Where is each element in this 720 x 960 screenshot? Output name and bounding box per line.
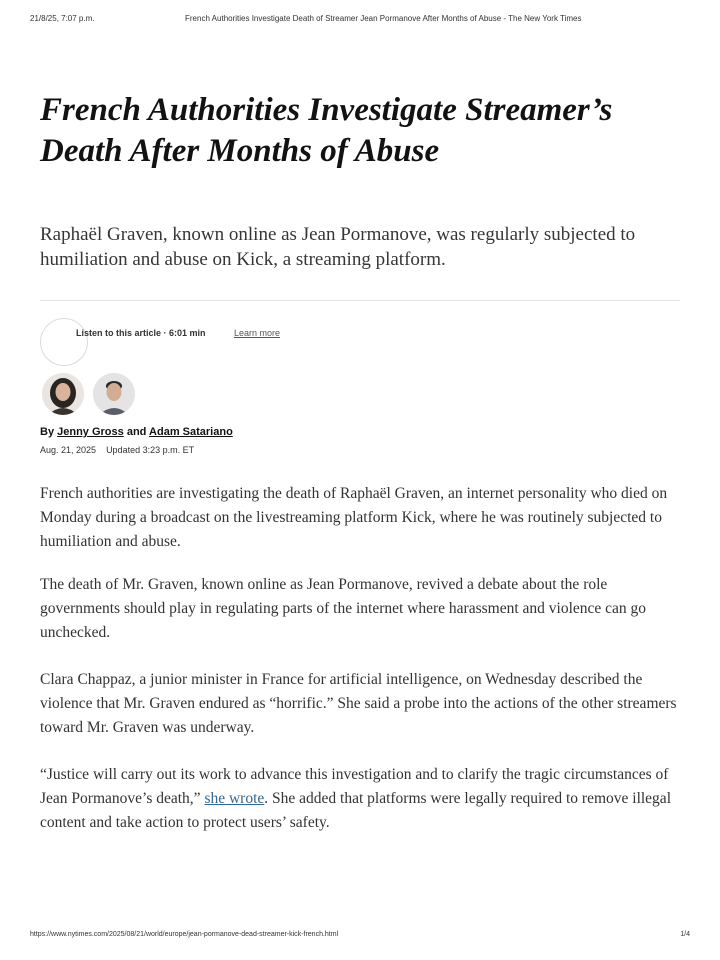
divider [40, 300, 680, 301]
author-link-jenny-gross[interactable]: Jenny Gross [57, 426, 124, 438]
byline-conjunction: and [126, 426, 147, 438]
publish-date: Aug. 21, 2025 [40, 445, 97, 455]
updated-time: Updated 3:23 p.m. ET [106, 445, 195, 455]
paragraph-1: French authorities are investigating the death of Raphaël Graven, an internet personality who died on Monday during a broadcast on the livestreaming platform Kick, where he was routinely subjected to humiliation and abuse. [40, 485, 668, 550]
listen-label: Listen to this article · 6:01 min [76, 328, 206, 338]
article-summary: Raphaël Graven, known online as Jean Pormanove, was regularly subjected to humiliation and abuse on Kick, a streaming platform. [40, 224, 636, 270]
play-button[interactable] [40, 318, 88, 366]
portrait-icon [93, 373, 135, 415]
print-title: French Authorities Investigate Death of Streamer Jean Pormanove After Months of Abuse - The New York Times [185, 14, 582, 23]
page-url: https://www.nytimes.com/2025/08/21/world/europe/jean-pormanove-dead-streamer-kick-french.html [30, 931, 339, 938]
timestamp [40, 445, 194, 455]
audio-player [40, 318, 440, 368]
paragraph-4-text-before: “Justice will carry out its work to advance this investigation and to clarify the tragic circumstances of Jean Pormanove’s death,” [40, 766, 669, 807]
print-header [30, 14, 690, 28]
paragraph-4 [40, 763, 680, 835]
paragraph-3: Clara Chappaz, a junior minister in France for artificial intelligence, on Wednesday described the violence that Mr. Graven endured as “horrific.” She said a probe into the actions of the other streamers toward Mr. Graven was underway. [40, 671, 677, 736]
page-number: 1/4 [680, 931, 690, 938]
paragraph-2: The death of Mr. Graven, known online as Jean Pormanove, revived a debate about the role governments should play in regulating parts of the internet where harassment and violence can go unchecked. [40, 576, 647, 641]
article-headline: French Authorities Investigate Streamer’s Death After Months of Abuse [40, 92, 613, 169]
author-avatar-adam-satariano[interactable] [93, 373, 135, 415]
byline-prefix: By [40, 426, 55, 438]
she-wrote-link[interactable]: she wrote [204, 790, 265, 807]
paragraph-4-text-after: . She added that platforms were legally required to remove illegal content and take action to protect users’ safety. [40, 790, 671, 831]
print-date: 21/8/25, 7:07 p.m. [30, 14, 95, 23]
portrait-icon [42, 373, 84, 415]
learn-more-link[interactable]: Learn more [234, 328, 281, 338]
author-link-adam-satariano[interactable]: Adam Satariano [149, 426, 233, 438]
byline [40, 426, 233, 438]
author-avatar-jenny-gross[interactable] [42, 373, 84, 415]
print-footer [30, 931, 690, 943]
